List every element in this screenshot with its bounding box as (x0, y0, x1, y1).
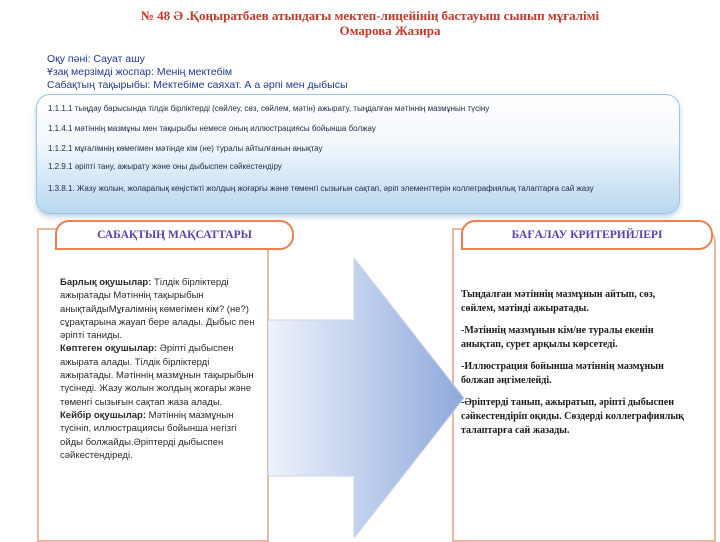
lesson-goals-tab: САБАҚТЫҢ МАҚСАТТАРЫ (55, 220, 294, 250)
all-students-text: Тілдік бірліктерді ажыратады Мәтіннің тақырыбын анықтайдыМұғалімнің көмегімен кім? (не?) сұрақтарына жауап бере алады. Дыбыс пен әріпті таниды. (60, 277, 255, 342)
assessment-criteria-tab: БАҒАЛАУ КРИТЕРИЙЛЕРІ (461, 220, 713, 250)
objective-item: 1.1.2.1 мұғалімнің көмегімен мәтінде кім (не) туралы айтылғанын анықтау (48, 144, 323, 153)
info-long-plan: Ұзақ мерзімді жоспар: Менің мектебім (47, 66, 233, 78)
many-students-label: Көптеген оқушылар: (60, 343, 158, 355)
criteria-item: Тыңдалған мәтіннің мазмұнын айтып, сөз, сөйлем, мәтінді ажыратады. (461, 289, 656, 314)
objective-item: 1.1.1.1 тыңдау барысында тілдік бірліктерді (сөйлеу, сөз, сөйлем, мәтін) ажырату, тыңдалған мәтіннің мазмұнын түсіну (48, 104, 490, 113)
some-students-text: Мәтіннің мазмұнын түсініп, иллюстрациясы бойынша негізгі ойды болжайды.Әріптерді дыбыспен сәйкестендіреді. (60, 409, 237, 461)
header-teacher-school: № 48 Ә .Қоңыратбаев атындағы мектеп-лицейінің бастауыш сынып мұғалімі (140, 8, 600, 23)
some-students-label: Кейбір оқушылар: (60, 409, 147, 421)
objective-item: 1.2.9.1 әріпті тану, ажырату және оны дыбыспен сәйкестендіру (48, 162, 282, 171)
objective-item: 1.1.4.1 мәтіннің мазмұны мен тақырыбы немесе оның иллюстрациясы бойынша болжау (48, 124, 376, 133)
right-arrow-shape-icon (268, 258, 468, 538)
all-students-label: Барлық оқушылар: (60, 277, 152, 288)
criteria-item: -Иллюстрация бойынша мәтіннің мазмұнын болжап әңгімелейді. (461, 361, 664, 386)
lesson-goals-text (60, 276, 255, 462)
many-students-text: Әріпті дыбыспен ажырата алады. Тілдік бірліктерді ажыратады. Мәтіннің мазмұнын тақырыбын түсінеді. Жазу жолын жолдың жоғары және төменгі сызығын сақтап жаза алады. (60, 343, 254, 408)
info-subject: Оқу пәні: Сауат ашу (47, 53, 145, 65)
criteria-item: -Әріптерді танып, ажыратып, әріпті дыбыспен сәйкестендіріп оқиды. Сөздерді коллеграфиялық талаптарға сай жазады. (461, 397, 684, 436)
objective-item: 1.3.8.1. Жазу жолын, жоларалық кеңістікті жолдың жоғарғы және төменгі сызығын сақтап, әріп элементтерін коллеграфиялық талаптарға сай жазу (48, 184, 594, 193)
header-teacher-name: Омарова Жазира (339, 23, 441, 38)
assessment-criteria-text (461, 288, 691, 446)
learning-objectives-box (36, 94, 680, 214)
criteria-item: -Мәтіннің мазмұнын кім/не туралы екенін анықтап, сурет арқылы көрсетеді. (461, 325, 654, 350)
info-topic: Сабақтың тақырыбы: Мектебіме саяхат. А а әрпі мен дыбысы (47, 79, 348, 91)
